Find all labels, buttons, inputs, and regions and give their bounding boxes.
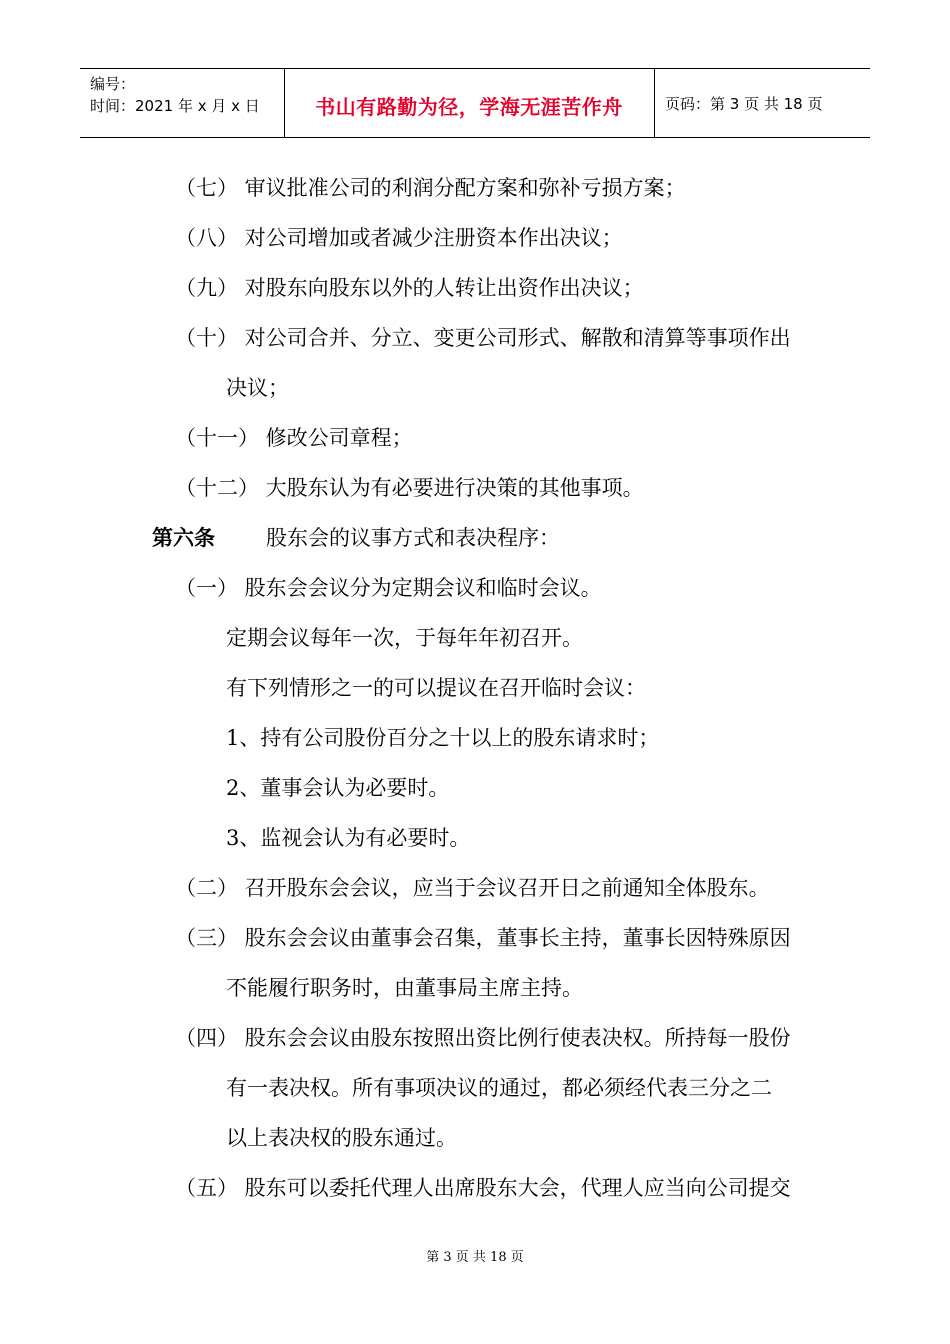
page-footer: 第 3 页 共 18 页 [426, 1250, 524, 1265]
clause-7: （七） 审议批准公司的利润分配方案和弥补亏损方案； [175, 176, 686, 200]
document-header [80, 68, 870, 138]
clause-9: （九） 对股东向股东以外的人转让出资作出决议； [175, 276, 644, 300]
procedure-2: （二） 召开股东会会议，应当于会议召开日之前通知全体股东。 [175, 876, 770, 900]
article-text: 股东会的议事方式和表决程序： [266, 526, 560, 550]
paragraph-line: 定期会议每年一次，于每年年初召开。 [226, 626, 583, 650]
article-title: 第六条 [152, 526, 215, 550]
list-item: 1、持有公司股份百分之十以上的股东请求时； [226, 726, 660, 750]
list-item: 2、董事会认为必要时。 [226, 776, 450, 800]
clause-12: （十二） 大股东认为有必要进行决策的其他事项。 [175, 476, 644, 500]
procedure-4-continued: 有一表决权。所有事项决议的通过，都必须经代表三分之二 [226, 1076, 772, 1100]
header-divider [654, 69, 655, 137]
clause-8: （八） 对公司增加或者减少注册资本作出决议； [175, 226, 623, 250]
code-label: 编号： [90, 75, 136, 93]
header-motto: 书山有路勤为径，学海无涯苦作舟 [315, 95, 623, 119]
procedure-1: （一） 股东会会议分为定期会议和临时会议。 [175, 576, 602, 600]
clause-11: （十一） 修改公司章程； [175, 426, 413, 450]
header-meta [90, 73, 260, 117]
procedure-4: （四） 股东会会议由股东按照出资比例行使表决权。所持每一股份 [175, 1026, 791, 1050]
clause-10: （十） 对公司合并、分立、变更公司形式、解散和清算等事项作出 [175, 326, 791, 350]
list-item: 3、监视会认为有必要时。 [226, 826, 471, 850]
procedure-3: （三） 股东会会议由董事会召集，董事长主持，董事长因特殊原因 [175, 926, 791, 950]
clause-10-continued: 决议； [226, 376, 289, 400]
procedure-3-continued: 不能履行职务时，由董事局主席主持。 [226, 976, 583, 1000]
date-label: 时间：2021 年 x 月 x 日 [90, 97, 260, 115]
procedure-4-continued: 以上表决权的股东通过。 [226, 1126, 457, 1150]
procedure-5: （五） 股东可以委托代理人出席股东大会，代理人应当向公司提交 [175, 1176, 791, 1200]
paragraph-line: 有下列情形之一的可以提议在召开临时会议： [226, 676, 646, 700]
header-page-number: 页码：第 3 页 共 18 页 [665, 95, 823, 113]
